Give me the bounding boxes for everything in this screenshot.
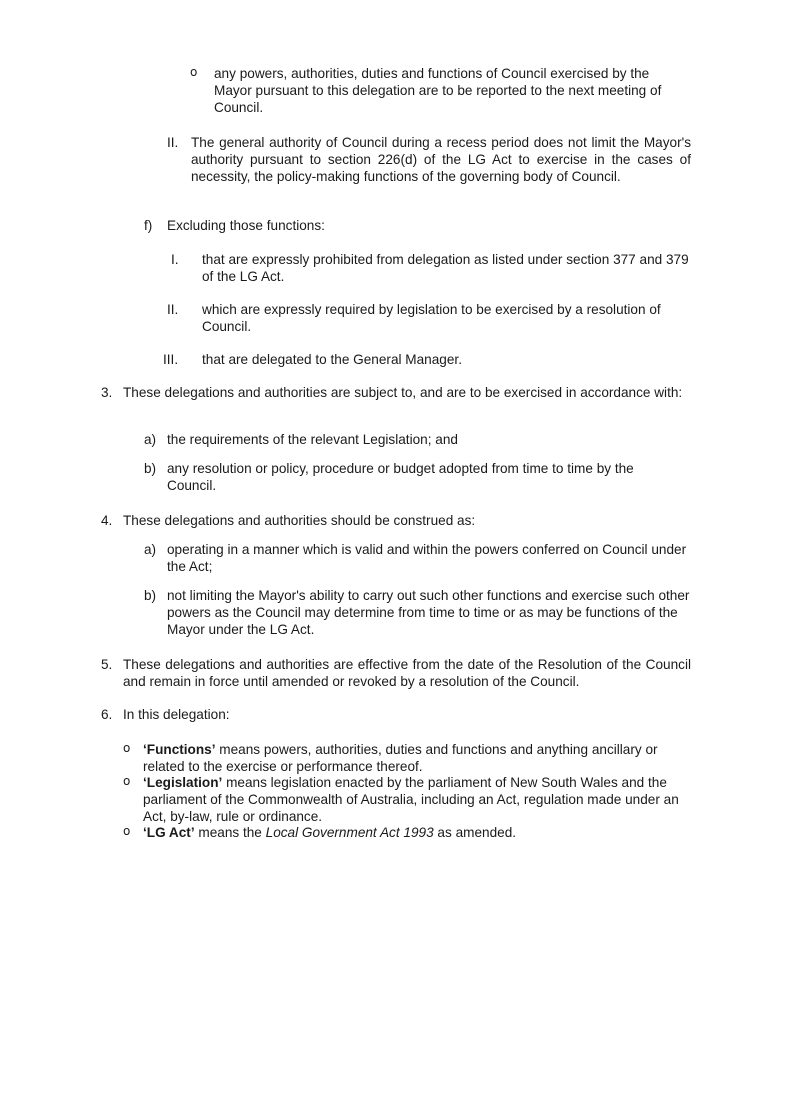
excluding-functions-text: Excluding those functions:: [167, 218, 325, 233]
item-marker-4: 4.: [101, 513, 113, 528]
resolution-policy-text: any resolution or policy, procedure or budget adopted from time to time by the Council.: [167, 461, 634, 493]
item-marker-f: f): [144, 218, 153, 233]
bullet-marker: o: [123, 824, 131, 838]
definition-lg-act-text-after: as amended.: [433, 825, 517, 840]
term-legislation: ‘Legislation’: [143, 775, 223, 790]
item-marker-4a: a): [144, 542, 157, 557]
item-marker-3b: b): [144, 461, 157, 476]
in-this-delegation-text: In this delegation:: [123, 707, 230, 722]
bullet-marker: o: [190, 65, 198, 79]
general-manager-text: that are delegated to the General Manager.: [202, 352, 462, 367]
definition-lg-act-text-before: means the: [194, 825, 266, 840]
item-marker-3: 3.: [101, 385, 113, 400]
subject-to-text: These delegations and authorities are subject to, and are to be exercised in accordance with:: [123, 385, 683, 400]
item-marker-4b: b): [144, 588, 157, 603]
resolution-required-text: which are expressly required by legislation to be exercised by a resolution of Council.: [202, 302, 661, 334]
legislation-requirements-text: the requirements of the relevant Legislation; and: [167, 432, 458, 447]
item-marker-5: 5.: [101, 657, 113, 672]
item-marker-3a: a): [144, 432, 157, 447]
definition-legislation-text: means legislation enacted by the parliament of New South Wales and the parliament of the Commonwealth of Australia, including an Act, regulation made under an Act, by-law, rule or ordinance.: [143, 775, 679, 824]
item-marker-f-ii: II.: [167, 302, 179, 317]
construed-as-text: These delegations and authorities should be construed as:: [123, 513, 476, 528]
recess-authority-text: The general authority of Council during a recess period does not limit the Mayor's authority pursuant to section 226(d) of the LG Act to exercise in the cases of necessity, the policy-making functions of the governing body of Council.: [191, 135, 691, 184]
term-functions: ‘Functions’: [143, 742, 216, 757]
item-marker-6: 6.: [101, 707, 113, 722]
effective-date-text: These delegations and authorities are effective from the date of the Resolution of the Council and remain in force until amended or revoked by a resolution of the Council.: [123, 657, 691, 689]
term-lg-act: ‘LG Act’: [143, 825, 195, 840]
item-marker-e-ii: II.: [167, 135, 179, 150]
item-marker-f-iii: III.: [163, 352, 179, 367]
bullet-marker: o: [123, 774, 131, 788]
act-title: Local Government Act 1993: [265, 825, 434, 840]
prohibited-functions-text: that are expressly prohibited from delegation as listed under section 377 and 379 of the LG Act.: [202, 252, 689, 284]
sub-bullet-report-text: any powers, authorities, duties and functions of Council exercised by the Mayor pursuant to this delegation are to be reported to the next meeting of Council.: [214, 66, 662, 115]
bullet-marker: o: [123, 741, 131, 755]
definition-functions: [143, 741, 693, 775]
definition-lg-act: [143, 824, 693, 841]
definition-functions-text: means powers, authorities, duties and functions and anything ancillary or related to the exercise or performance thereof.: [143, 742, 658, 774]
not-limiting-text: not limiting the Mayor's ability to carry out such other functions and exercise such other powers as the Council may determine from time to time or as may be functions of the Mayor under the LG Act.: [167, 588, 690, 637]
definition-legislation: [143, 774, 693, 825]
valid-operation-text: operating in a manner which is valid and within the powers conferred on Council under the Act;: [167, 542, 687, 574]
item-marker-f-i: I.: [171, 252, 179, 267]
